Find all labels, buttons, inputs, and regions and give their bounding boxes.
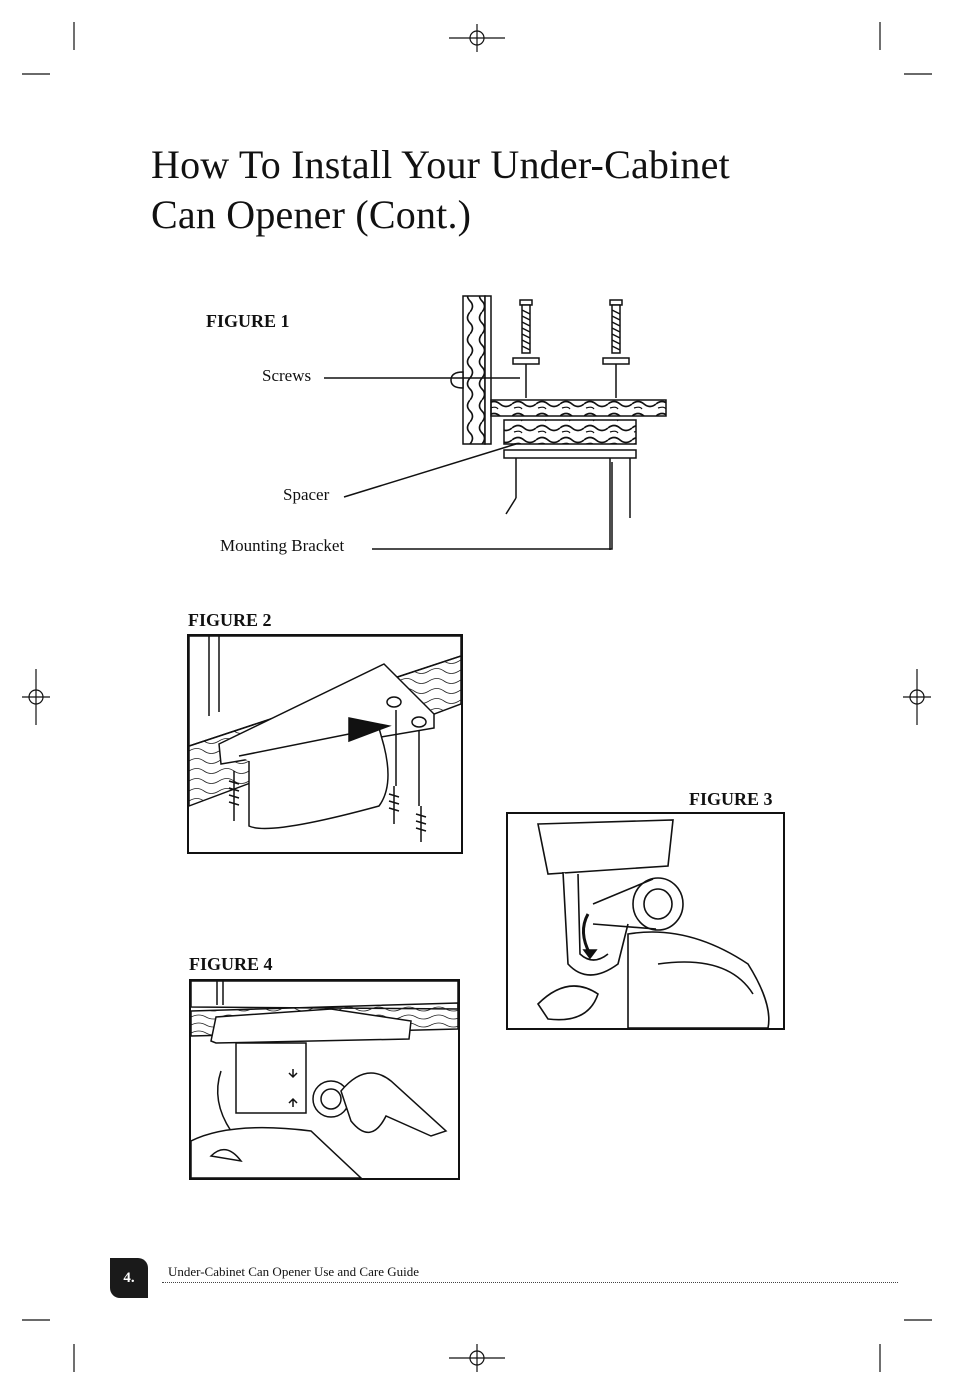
page-number-badge	[110, 1258, 148, 1298]
figure-1-diagram	[320, 290, 680, 560]
figure-4-illustration	[191, 981, 458, 1178]
figure-2-frame	[187, 634, 463, 854]
title-line-1: How To Install Your Under-Cabinet	[151, 142, 730, 187]
page-number: 4.	[123, 1269, 135, 1286]
figure-2-label: FIGURE 2	[188, 610, 272, 630]
registration-mark-icon	[449, 1344, 505, 1372]
figure-4-label: FIGURE 4	[189, 954, 273, 974]
registration-mark-icon	[449, 24, 505, 52]
figure-3-illustration	[508, 814, 783, 1028]
footer-dotted-rule	[162, 1282, 898, 1283]
figure-1-label: FIGURE 1	[206, 311, 290, 331]
footer-guide-title: Under-Cabinet Can Opener Use and Care Guide	[168, 1264, 419, 1279]
figure-3-frame	[506, 812, 785, 1030]
spacer-callout: Spacer	[283, 485, 330, 504]
registration-mark-icon	[22, 669, 50, 725]
registration-mark-icon	[903, 669, 931, 725]
screws-callout: Screws	[262, 366, 312, 385]
figure-4-frame	[189, 979, 460, 1180]
figure-2-illustration	[189, 636, 461, 852]
mounting-bracket-callout: Mounting Bracket	[220, 536, 345, 555]
page-title	[151, 140, 851, 240]
figure-3-label: FIGURE 3	[689, 789, 773, 809]
title-line-2: Can Opener (Cont.)	[151, 192, 472, 237]
